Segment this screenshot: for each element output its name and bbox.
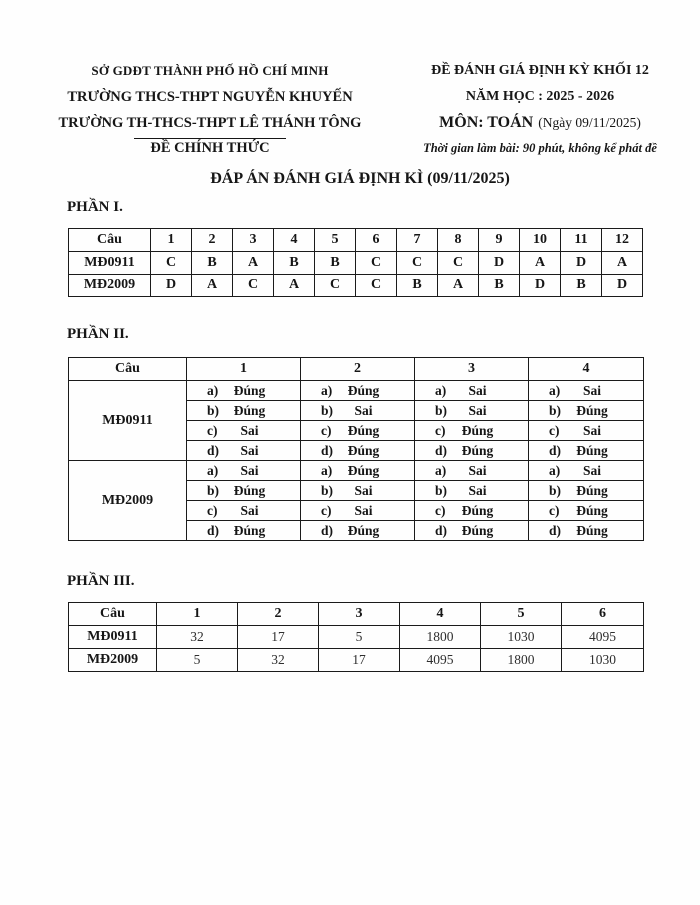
option-value: Sai — [354, 482, 373, 498]
option-letter: c) — [207, 502, 218, 518]
option-letter: c) — [549, 422, 560, 438]
answer-cell — [301, 381, 415, 401]
answer-cell: C — [397, 252, 438, 275]
option-value: Đúng — [233, 482, 266, 498]
column-header: 3 — [415, 358, 529, 381]
part2-answer-table — [68, 357, 644, 541]
answer-cell — [301, 481, 415, 501]
option-value: Sai — [582, 422, 601, 438]
answer-cell: C — [438, 252, 479, 275]
column-header: 6 — [356, 229, 397, 252]
answer-cell: A — [192, 274, 233, 297]
table-head — [69, 358, 644, 381]
option-value: Đúng — [233, 382, 266, 398]
option-letter: b) — [435, 402, 448, 418]
option-letter: b) — [549, 402, 562, 418]
official-exam-stamp: ĐỀ CHÍNH THỨC — [134, 138, 285, 157]
answer-cell: B — [397, 274, 438, 297]
option-value: Sai — [354, 402, 373, 418]
option-value: Đúng — [576, 502, 608, 518]
option-letter: a) — [435, 462, 447, 478]
option-value: Đúng — [576, 522, 608, 538]
answer-cell — [415, 521, 529, 541]
option-letter: b) — [207, 402, 220, 418]
answer-cell — [301, 401, 415, 421]
answer-cell — [187, 501, 301, 521]
column-header: 9 — [479, 229, 520, 252]
answer-cell — [415, 401, 529, 421]
option-value: Đúng — [233, 522, 266, 538]
answer-cell: D — [602, 274, 643, 297]
subject-line — [385, 110, 695, 136]
part2-label: PHẦN II. — [67, 326, 129, 342]
option-value: Sai — [468, 462, 487, 478]
option-letter: d) — [207, 442, 220, 458]
answer-cell — [301, 501, 415, 521]
answer-row — [69, 649, 644, 672]
option-letter: d) — [207, 522, 220, 538]
answer-cell: 4095 — [562, 626, 644, 649]
answer-cell — [415, 501, 529, 521]
answer-row — [69, 252, 643, 275]
school-name-1: TRƯỜNG THCS-THPT NGUYỄN KHUYẾN — [67, 89, 353, 105]
option-value: Sai — [468, 382, 487, 398]
option-letter: d) — [549, 442, 562, 458]
column-header: 2 — [238, 603, 319, 626]
option-letter: a) — [207, 462, 219, 478]
option-letter: a) — [321, 462, 333, 478]
answer-cell: 17 — [238, 626, 319, 649]
option-value: Đúng — [461, 442, 494, 458]
option-letter: b) — [321, 482, 334, 498]
option-value: Đúng — [461, 522, 494, 538]
answer-cell — [187, 421, 301, 441]
column-header: 3 — [319, 603, 400, 626]
option-value: Đúng — [347, 462, 380, 478]
option-value: Sai — [582, 462, 601, 478]
answer-cell: 1030 — [481, 626, 562, 649]
official-exam-stamp-wrap — [45, 138, 375, 157]
option-letter: a) — [435, 382, 447, 398]
answer-cell: 1800 — [400, 626, 481, 649]
exam-title-line: ĐỀ ĐÁNH GIÁ ĐỊNH KỲ KHỐI 12 — [431, 63, 649, 78]
column-header: 11 — [561, 229, 602, 252]
option-letter: d) — [435, 442, 448, 458]
option-value: Sai — [240, 502, 259, 518]
answer-cell — [415, 481, 529, 501]
department-name: SỞ GDĐT THÀNH PHỐ HỒ CHÍ MINH — [91, 63, 329, 78]
option-letter: c) — [435, 502, 446, 518]
answer-cell: 4095 — [400, 649, 481, 672]
option-value: Đúng — [347, 422, 380, 438]
answer-cell — [529, 481, 644, 501]
answer-cell — [301, 521, 415, 541]
answer-cell: C — [233, 274, 274, 297]
exam-code-cell: MĐ0911 — [69, 381, 187, 461]
answer-cell: 17 — [319, 649, 400, 672]
column-header: 7 — [397, 229, 438, 252]
answer-cell: A — [274, 274, 315, 297]
option-letter: c) — [435, 422, 446, 438]
column-header: 6 — [562, 603, 644, 626]
answer-cell — [301, 421, 415, 441]
exam-date-note: (Ngày 09/11/2025) — [538, 115, 641, 130]
option-letter: d) — [321, 442, 334, 458]
answer-cell — [415, 441, 529, 461]
option-value: Sai — [468, 402, 487, 418]
answer-cell — [415, 421, 529, 441]
option-letter: c) — [321, 502, 332, 518]
column-header: 5 — [481, 603, 562, 626]
option-value: Sai — [240, 422, 259, 438]
answer-cell: A — [520, 252, 561, 275]
option-letter: a) — [549, 462, 561, 478]
option-value: Đúng — [576, 482, 608, 498]
answer-cell: D — [520, 274, 561, 297]
table-head — [69, 603, 644, 626]
subject-name: MÔN: TOÁN — [439, 114, 534, 131]
answer-cell — [187, 521, 301, 541]
option-letter: d) — [435, 522, 448, 538]
option-value: Sai — [240, 462, 259, 478]
answer-cell: 32 — [238, 649, 319, 672]
option-letter: c) — [321, 422, 332, 438]
option-value: Đúng — [347, 382, 380, 398]
option-letter: b) — [207, 482, 220, 498]
answer-cell: C — [151, 252, 192, 275]
option-letter: a) — [321, 382, 333, 398]
answer-cell — [301, 461, 415, 481]
option-value: Đúng — [347, 442, 380, 458]
column-header: 3 — [233, 229, 274, 252]
page-title: ĐÁP ÁN ĐÁNH GIÁ ĐỊNH KÌ (09/11/2025) — [210, 170, 510, 187]
answer-cell — [529, 401, 644, 421]
header-row — [69, 358, 644, 381]
answer-cell — [529, 381, 644, 401]
column-header: 4 — [400, 603, 481, 626]
answer-cell: B — [315, 252, 356, 275]
answer-cell: B — [479, 274, 520, 297]
option-letter: b) — [435, 482, 448, 498]
option-letter: d) — [549, 522, 562, 538]
option-value: Sai — [468, 482, 487, 498]
option-letter: b) — [549, 482, 562, 498]
answer-cell: C — [356, 274, 397, 297]
answer-cell — [529, 461, 644, 481]
option-value: Đúng — [576, 442, 608, 458]
answer-cell: B — [561, 274, 602, 297]
answer-cell: 1030 — [562, 649, 644, 672]
option-value: Đúng — [461, 422, 494, 438]
column-header: 2 — [301, 358, 415, 381]
exam-code-cell: MĐ2009 — [69, 649, 157, 672]
answer-row — [69, 381, 644, 401]
part3-answer-table — [68, 602, 644, 672]
school-year-line: NĂM HỌC : 2025 - 2026 — [465, 89, 615, 104]
answer-cell: A — [438, 274, 479, 297]
option-value: Sai — [582, 382, 601, 398]
answer-cell — [187, 461, 301, 481]
answer-cell — [529, 501, 644, 521]
column-header: Câu — [69, 603, 157, 626]
option-value: Đúng — [461, 502, 494, 518]
option-letter: a) — [207, 382, 219, 398]
column-header: 1 — [157, 603, 238, 626]
answer-cell — [301, 441, 415, 461]
exam-code-cell: MĐ2009 — [69, 461, 187, 541]
option-letter: a) — [549, 382, 561, 398]
part1-label: PHẦN I. — [67, 199, 123, 215]
option-value: Đúng — [233, 402, 266, 418]
answer-cell: D — [479, 252, 520, 275]
table-body — [69, 381, 644, 541]
answer-cell: C — [356, 252, 397, 275]
column-header: 4 — [274, 229, 315, 252]
answer-cell — [187, 481, 301, 501]
answer-cell — [187, 441, 301, 461]
answer-cell: C — [315, 274, 356, 297]
exam-code-cell: MĐ0911 — [69, 626, 157, 649]
answer-row — [69, 626, 644, 649]
option-letter: d) — [321, 522, 334, 538]
column-header: 5 — [315, 229, 356, 252]
answer-cell: D — [561, 252, 602, 275]
part3-label: PHẦN III. — [67, 573, 135, 589]
option-letter: b) — [321, 402, 334, 418]
column-header: 10 — [520, 229, 561, 252]
column-header: 4 — [529, 358, 644, 381]
part1-answer-table — [68, 228, 643, 297]
answer-cell — [529, 421, 644, 441]
header-row — [69, 229, 643, 252]
exam-info-block — [385, 58, 695, 160]
answer-cell: 32 — [157, 626, 238, 649]
column-header: 2 — [192, 229, 233, 252]
answer-cell — [415, 461, 529, 481]
answer-cell: B — [192, 252, 233, 275]
answer-cell — [529, 521, 644, 541]
answer-cell: B — [274, 252, 315, 275]
column-header: 1 — [151, 229, 192, 252]
header-row — [69, 603, 644, 626]
option-value: Sai — [354, 502, 373, 518]
answer-cell: D — [151, 274, 192, 297]
school-name-2: TRƯỜNG TH-THCS-THPT LÊ THÁNH TÔNG — [58, 115, 362, 131]
column-header: Câu — [69, 358, 187, 381]
option-value: Đúng — [347, 522, 380, 538]
answer-row — [69, 274, 643, 297]
exam-code-cell: MĐ0911 — [69, 252, 151, 275]
answer-cell: 5 — [157, 649, 238, 672]
column-header: 8 — [438, 229, 479, 252]
answer-cell: 5 — [319, 626, 400, 649]
answer-cell — [415, 381, 529, 401]
table-head — [69, 229, 643, 252]
exam-code-cell: MĐ2009 — [69, 274, 151, 297]
column-header: 12 — [602, 229, 643, 252]
answer-cell — [187, 381, 301, 401]
table-body — [69, 626, 644, 672]
answer-cell — [529, 441, 644, 461]
school-header-block — [45, 58, 375, 157]
option-letter: c) — [207, 422, 218, 438]
option-value: Đúng — [576, 402, 608, 418]
table-body — [69, 252, 643, 297]
option-letter: c) — [549, 502, 560, 518]
answer-cell: 1800 — [481, 649, 562, 672]
answer-cell: A — [233, 252, 274, 275]
answer-cell: A — [602, 252, 643, 275]
column-header: 1 — [187, 358, 301, 381]
answer-row — [69, 461, 644, 481]
option-value: Sai — [240, 442, 259, 458]
column-header: Câu — [69, 229, 151, 252]
answer-cell — [187, 401, 301, 421]
duration-note: Thời gian làm bài: 90 phút, không kể phát đề — [423, 141, 657, 155]
